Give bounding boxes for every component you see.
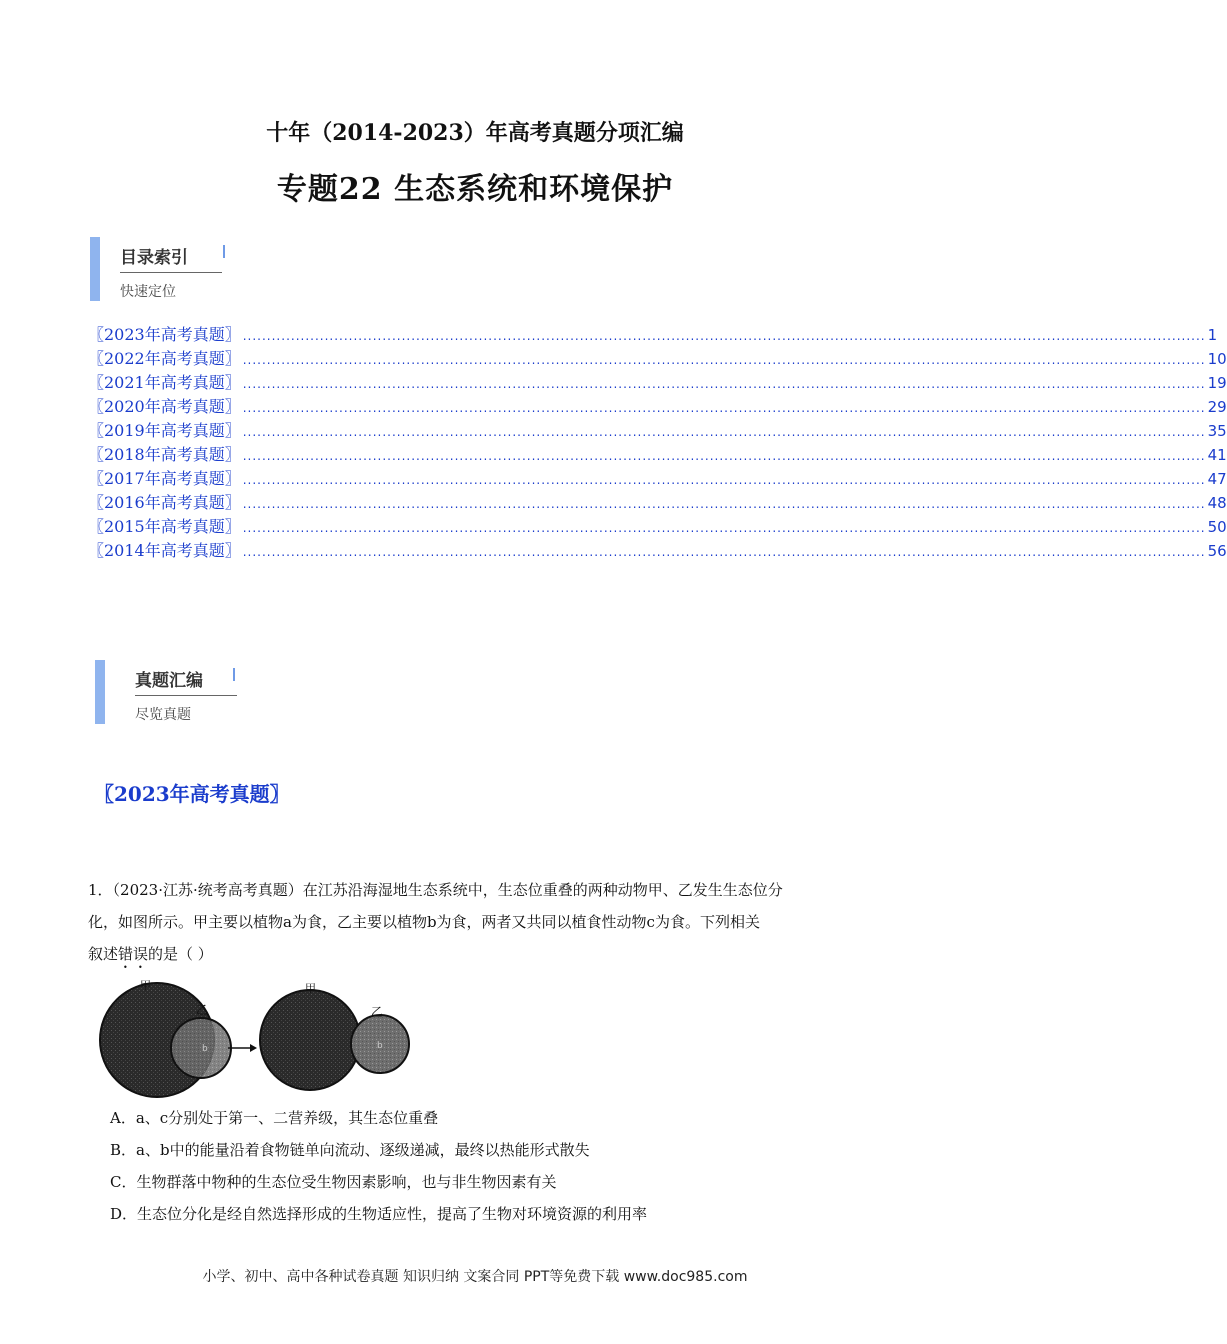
label-jia: 甲 xyxy=(140,979,151,992)
toc-entry-label: 〖2015年高考真题〗 xyxy=(88,517,241,536)
table-of-contents xyxy=(88,322,1227,562)
page-title: 专题22 生态系统和环境保护 xyxy=(276,172,674,207)
toc-entry-page: 19 xyxy=(1207,374,1227,392)
section-subtitle: 尽览真题 xyxy=(135,707,191,723)
question-line: 1．（2023·江苏·统考高考真题）在江苏沿海湿地生态系统中，生态位重叠的两种动物甲、乙发生生态位分 xyxy=(88,881,783,899)
answer-option[interactable]: B．a、b中的能量沿着食物链单向流动、逐级递减，最终以热能形式散失 xyxy=(110,1141,590,1159)
question-text: 的是（ ） xyxy=(148,945,213,963)
toc-entry-page: 29 xyxy=(1207,398,1227,416)
question-line: 化，如图所示。甲主要以植物a为食，乙主要以植物b为食，两者又共同以植食性动物c为食。下列相关 xyxy=(88,913,760,931)
toc-entry-page: 47 xyxy=(1207,470,1227,488)
toc-entry[interactable] xyxy=(88,322,1218,346)
toc-entry-label: 〖2019年高考真题〗 xyxy=(88,421,241,440)
answer-option[interactable]: A．a、c分别处于第一、二营养级，其生态位重叠 xyxy=(110,1109,439,1127)
toc-entry[interactable] xyxy=(88,442,1227,466)
toc-entry[interactable] xyxy=(88,490,1227,514)
toc-entry[interactable] xyxy=(88,346,1227,370)
question-line xyxy=(88,938,868,972)
toc-entry[interactable] xyxy=(88,394,1227,418)
toc-entry[interactable] xyxy=(88,514,1227,538)
section-tick xyxy=(223,245,225,258)
toc-leader-dots: ........................................................................................................................................................................................................ xyxy=(242,521,1206,535)
toc-entry-page: 10 xyxy=(1207,350,1227,368)
section-accent-bar xyxy=(95,660,105,724)
niche-diagram-svg xyxy=(95,978,415,1093)
label-yi: 乙 xyxy=(371,1005,384,1019)
toc-entry-label: 〖2021年高考真题〗 xyxy=(88,373,241,392)
toc-leader-dots: ........................................................................................................................................................................................................ xyxy=(242,329,1206,343)
question-text: 叙述 xyxy=(88,945,119,963)
toc-entry-label: 〖2020年高考真题〗 xyxy=(88,397,241,416)
section-tick xyxy=(233,668,235,681)
toc-entry-label: 〖2018年高考真题〗 xyxy=(88,445,241,464)
year-heading: 〖2023年高考真题〗 xyxy=(94,782,290,806)
toc-entry-label: 〖2017年高考真题〗 xyxy=(88,469,241,488)
section-accent-bar xyxy=(90,237,100,301)
toc-entry-label: 〖2022年高考真题〗 xyxy=(88,349,241,368)
section-subtitle: 快速定位 xyxy=(120,284,176,300)
section-name: 目录索引 xyxy=(120,248,188,268)
toc-leader-dots: ........................................................................................................................................................................................................ xyxy=(242,425,1206,439)
toc-section-header xyxy=(90,237,260,307)
answer-option[interactable]: D．生态位分化是经自然选择形成的生物适应性，提高了生物对环境资源的利用率 xyxy=(110,1205,648,1223)
toc-entry-page: 35 xyxy=(1207,422,1227,440)
toc-entry-page: 1 xyxy=(1207,326,1218,344)
niche-diagram xyxy=(95,978,415,1093)
section-rule xyxy=(135,695,237,696)
collection-supertitle: 十年（2014-2023）年高考真题分项汇编 xyxy=(266,120,684,146)
arrow-head xyxy=(250,1044,257,1052)
question-stem xyxy=(88,874,868,972)
answer-option[interactable]: C．生物群落中物种的生态位受生物因素影响，也与非生物因素有关 xyxy=(110,1173,557,1191)
toc-entry-page: 50 xyxy=(1207,518,1227,536)
toc-entry-label: 〖2016年高考真题〗 xyxy=(88,493,241,512)
section-name: 真题汇编 xyxy=(135,671,203,691)
toc-leader-dots: ........................................................................................................................................................................................................ xyxy=(242,449,1206,463)
toc-leader-dots: ........................................................................................................................................................................................................ xyxy=(242,545,1206,559)
emphasis-text: 错误 xyxy=(118,945,149,963)
collection-section-header xyxy=(95,660,265,730)
toc-leader-dots: ........................................................................................................................................................................................................ xyxy=(242,473,1206,487)
toc-leader-dots: ........................................................................................................................................................................................................ xyxy=(242,497,1206,511)
toc-entry[interactable] xyxy=(88,538,1227,562)
label-b: b xyxy=(202,1044,208,1054)
toc-entry-page: 56 xyxy=(1207,542,1227,560)
toc-leader-dots: ........................................................................................................................................................................................................ xyxy=(242,377,1206,391)
toc-entry[interactable] xyxy=(88,466,1227,490)
toc-leader-dots: ........................................................................................................................................................................................................ xyxy=(242,353,1206,367)
toc-entry-page: 48 xyxy=(1207,494,1227,512)
species-jia-circle xyxy=(260,990,360,1090)
page-footer: 小学、初中、高中各种试卷真题 知识归纳 文案合同 PPT等免费下载 www.doc985.com xyxy=(202,1269,748,1285)
toc-entry[interactable] xyxy=(88,418,1227,442)
section-rule xyxy=(120,272,222,273)
toc-leader-dots: ........................................................................................................................................................................................................ xyxy=(242,401,1206,415)
toc-entry-label: 〖2023年高考真题〗 xyxy=(88,325,241,344)
species-yi-circle xyxy=(171,1018,231,1078)
label-yi: 乙 xyxy=(196,1003,209,1017)
label-jia: 甲 xyxy=(305,982,316,995)
toc-entry-label: 〖2014年高考真题〗 xyxy=(88,541,241,560)
toc-entry[interactable] xyxy=(88,370,1227,394)
toc-entry-page: 41 xyxy=(1207,446,1227,464)
answer-options xyxy=(110,1102,870,1230)
label-b: b xyxy=(377,1041,383,1051)
